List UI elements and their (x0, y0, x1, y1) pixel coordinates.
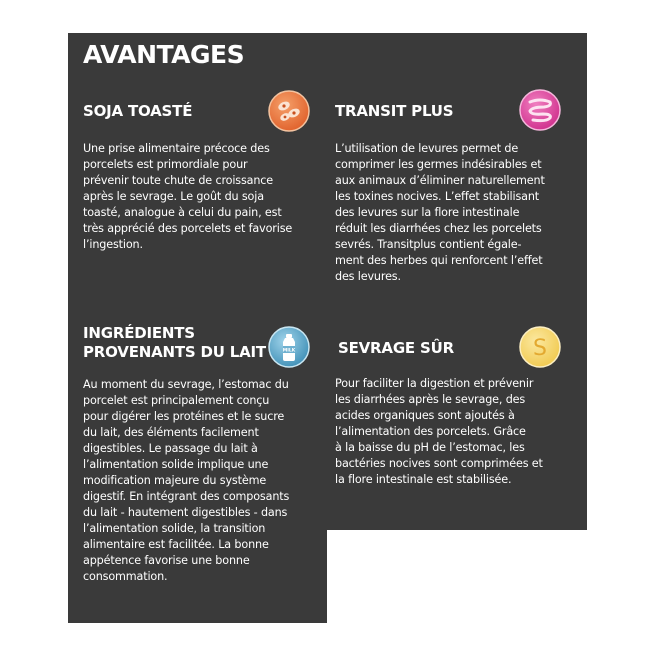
milk-bottle-icon (268, 326, 310, 368)
section-title-lait-line1: INGRÉDIENTS (83, 324, 195, 342)
intestine-icon (519, 89, 561, 131)
s-letter: S (533, 336, 547, 361)
page-title: AVANTAGES (83, 40, 245, 69)
section-body-lait: Au moment du sevrage, l’estomac du porcelet est principalement conçu pour digérer les protéines et le sucre du lait, des éléments facilement digestibles. Le passage du lait à l’alimentation solide implique une modification majeure du système digestif. En intégrant des composants du lait - hautement digestibles - dans l’alimentation solide, la transition alimentaire est facilitée. La bonne appétence favorise une bonne consommation. (83, 378, 290, 583)
section-title-transit: TRANSIT PLUS (335, 102, 454, 120)
section-title-lait (83, 324, 266, 362)
section-title-sevrage: SEVRAGE SÛR (338, 339, 454, 357)
section-body-sevrage: Pour faciliter la digestion et prévenir les diarrhées après le sevrage, des acides organiques sont ajoutés à l’alimentation des porcelets. Grâce à la baisse du pH de l’estomac, les bactéries nocives sont comprimées et la flore intestinale est stabilisée. (335, 377, 543, 486)
s-letter-icon (519, 326, 561, 368)
section-title-lait-line2: PROVENANTS DU LAIT (83, 343, 266, 361)
section-body-transit: L’utilisation de levures permet de comprimer les germes indésirables et aux animaux d’éliminer naturellement les toxines nocives. L’effet stabilisant des levures sur la flore intestinale réduit les diarrhées chez les porcelets sevrés. Transitplus contient égale- ment des herbes qui renforcent l’effet des levures. (335, 142, 545, 283)
section-body-soja: Une prise alimentaire précoce des porcelets est primordiale pour prévenir toute chute de croissance après le sevrage. Le goût du soja toasté, analogue à celui du pain, est très apprécié des porcelets et favorise l’ingestion. (83, 142, 293, 251)
soybean-icon (268, 90, 310, 132)
section-title-soja: SOJA TOASTÉ (83, 102, 193, 120)
milk-label: MILK (282, 348, 296, 354)
